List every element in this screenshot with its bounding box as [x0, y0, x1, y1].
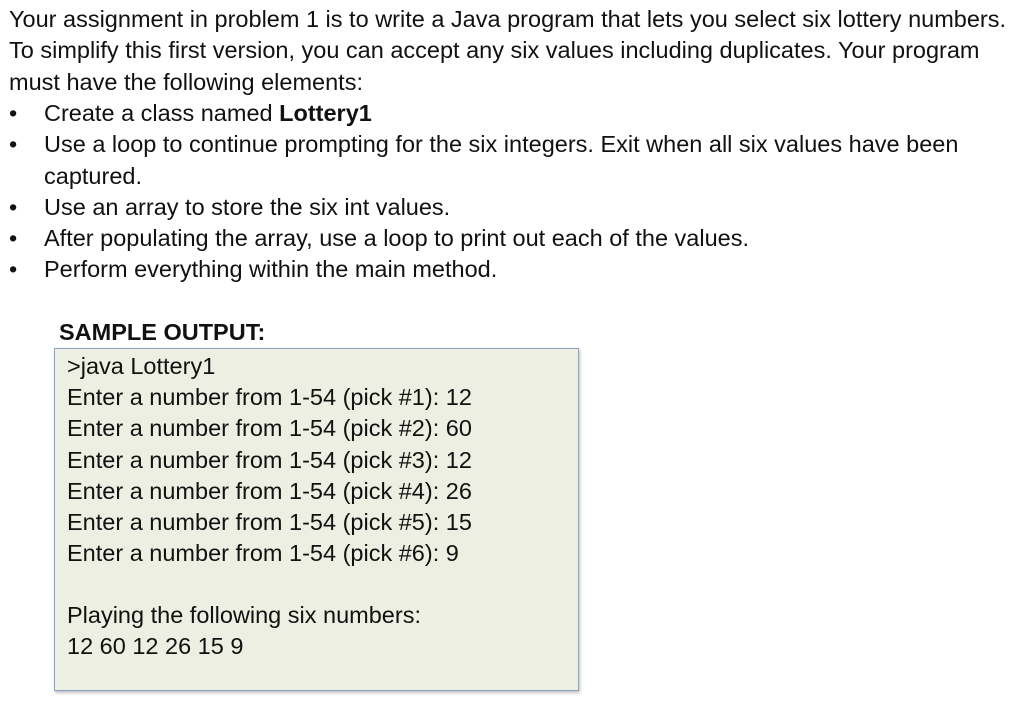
console-line: Enter a number from 1-54 (pick #4): 26 [67, 477, 472, 504]
console-lines [67, 351, 472, 569]
result-values: 12 60 12 26 15 9 [67, 633, 244, 660]
requirement-item [0, 129, 1014, 192]
assignment-intro: Your assignment in problem 1 is to write a Java program that lets you select six lottery numbers. To simplify this first version, you can accept any six values including duplicates. Your program must have the following elements: [9, 6, 1007, 95]
console-line: Enter a number from 1-54 (pick #5): 15 [67, 509, 472, 536]
console-result [67, 600, 421, 662]
console-line: >java Lottery1 [67, 353, 216, 379]
result-label: Playing the following six numbers: [67, 602, 421, 628]
requirement-item [0, 98, 1014, 129]
bullet-icon: • [9, 131, 18, 158]
requirement-item [0, 254, 1014, 285]
console-line: Enter a number from 1-54 (pick #6): 9 [67, 540, 459, 567]
requirement-item [0, 223, 1014, 254]
requirements-list [0, 98, 1014, 286]
bullet-icon: • [9, 256, 18, 283]
console-line: Enter a number from 1-54 (pick #2): 60 [67, 415, 472, 442]
requirement-text: Perform everything within the main method. [44, 256, 498, 283]
requirement-text: Use an array to store the six int values. [44, 193, 451, 220]
console-line: Enter a number from 1-54 (pick #1): 12 [67, 384, 472, 411]
bullet-icon: • [9, 225, 18, 252]
requirement-item [0, 192, 1014, 223]
bullet-icon: • [9, 100, 18, 126]
requirement-text: Create a class named [44, 100, 280, 126]
requirement-text: Use a loop to continue prompting for the six integers. Exit when all six values have been captured. [44, 131, 959, 189]
sample-output-box [54, 348, 579, 691]
class-name: Lottery1 [279, 100, 372, 126]
console-line: Enter a number from 1-54 (pick #3): 12 [67, 446, 472, 473]
bullet-icon: • [9, 193, 18, 220]
requirement-text: After populating the array, use a loop to print out each of the values. [44, 225, 750, 252]
sample-output-heading: SAMPLE OUTPUT: [59, 319, 266, 345]
